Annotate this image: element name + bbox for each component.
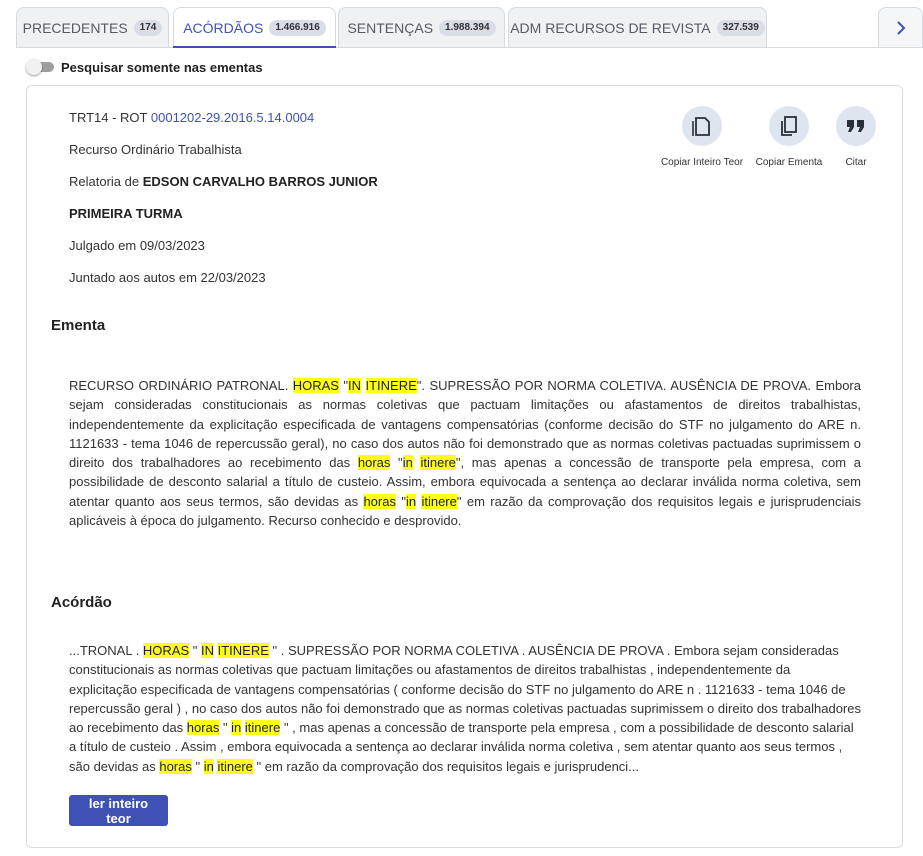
chevron-right-icon bbox=[896, 21, 906, 35]
search-highlight: IN bbox=[348, 378, 362, 393]
tab-count-badge: 174 bbox=[134, 20, 163, 36]
search-highlight: itinere bbox=[420, 455, 456, 471]
copy-full-text-action[interactable] bbox=[657, 106, 747, 168]
copy-summary-action[interactable] bbox=[747, 106, 831, 168]
search-highlight: horas bbox=[357, 455, 391, 471]
rapporteur-prefix: Relatoria de bbox=[69, 174, 140, 189]
text-segment: ...TRONAL . bbox=[69, 643, 143, 658]
tab-label: ACÓRDÃOS bbox=[183, 20, 264, 36]
text-segment: " bbox=[338, 378, 349, 393]
tab-label: PRECEDENTES bbox=[22, 19, 128, 36]
rapporteur-line bbox=[69, 174, 378, 189]
court-prefix: TRT14 - ROT bbox=[69, 110, 148, 125]
search-highlight: ITINERE bbox=[217, 643, 269, 658]
toggle-label: Pesquisar somente nas ementas bbox=[61, 59, 263, 75]
copy-pages-icon bbox=[779, 115, 799, 137]
search-highlight: IN bbox=[201, 643, 214, 658]
judged-date: Julgado em 09/03/2023 bbox=[69, 238, 205, 253]
search-highlight: in bbox=[405, 493, 417, 509]
panel-name bbox=[69, 206, 183, 221]
tab-label: ADM RECURSOS DE REVISTA bbox=[510, 19, 711, 36]
tabs-next-button[interactable] bbox=[878, 7, 923, 47]
search-highlight: HORAS bbox=[292, 378, 339, 393]
copy-summary-label: Copiar Ementa bbox=[755, 157, 823, 168]
text-segment: " em razão da comprovação dos requisitos legais e jurisprudenci... bbox=[252, 758, 640, 774]
search-highlight: itinere bbox=[421, 493, 457, 509]
read-full-text-button[interactable]: ler inteiro teor bbox=[69, 795, 168, 826]
search-highlight: horas bbox=[186, 720, 220, 736]
search-highlight: in bbox=[231, 720, 242, 736]
tab-label: SENTENÇAS bbox=[347, 19, 434, 36]
rapporteur-name: EDSON CARVALHO BARROS JUNIOR bbox=[142, 174, 378, 189]
text-segment: ", mas apenas a concessão de transporte pela empresa, com a possibilidade de desconto salarial a título de custeio. Assim, embora equivocada a sentença ao declarar inválida norma coletiva, sem atentar quanto aos seus termos, são devidas as bbox=[69, 455, 861, 509]
search-highlight: itinere bbox=[217, 758, 253, 774]
document-copy-icon bbox=[692, 115, 712, 137]
search-highlight: itinere bbox=[244, 720, 281, 736]
toggle-knob bbox=[26, 59, 42, 75]
ementa-text bbox=[69, 376, 861, 530]
search-highlight: horas bbox=[159, 758, 192, 774]
text-segment: " bbox=[189, 643, 201, 658]
copy-full-text-button[interactable] bbox=[682, 106, 722, 146]
cite-button[interactable] bbox=[836, 106, 876, 146]
text-segment: " em razão da comprovação dos requisitos legais e jurisprudenciais aplicáveis à época do julgamento. Recurso conhecido e desprovido. bbox=[69, 493, 861, 529]
text-segment bbox=[361, 378, 365, 393]
search-highlight: HORAS bbox=[142, 643, 190, 658]
acordao-title: Acórdão bbox=[51, 594, 112, 611]
text-segment: ". SUPRESSÃO POR NORMA COLETIVA. AUSÊNCIA DE PROVA. Embora sejam consideradas constitucionais as normas coletivas que pactuam limitações ou afastamentos de direitos trabalhistas, independentemente da explicitação especificada de vantagens compensatórias (conforme decisão do STF no julgamento do ARE n. 1121633 - tema 1046 de repercussão geral), no caso dos autos não foi demonstrado que as normas coletivas pactuadas suprimissem o direito dos trabalhadores ao recebimento das bbox=[69, 378, 861, 471]
cite-label: Citar bbox=[845, 157, 867, 168]
ementa-only-toggle[interactable] bbox=[26, 59, 54, 75]
acordao-excerpt bbox=[69, 641, 861, 776]
panel-name-text: PRIMEIRA TURMA bbox=[69, 206, 183, 221]
result-card bbox=[26, 85, 903, 848]
text-segment: " , mas apenas a concessão de transporte pela empresa , com a possibilidade de desconto salarial a título de custeio . Assim , embora equivocada a sentença ao declarar inválida norma coletiva , sem atentar quanto aos seus termos , são devidas as bbox=[69, 720, 854, 774]
text-segment: " bbox=[390, 455, 403, 471]
ementa-only-toggle-row bbox=[26, 59, 263, 75]
tab-count-badge: 1.466.916 bbox=[269, 20, 326, 36]
tab-bar bbox=[16, 7, 923, 48]
process-type: Recurso Ordinário Trabalhista bbox=[69, 142, 242, 157]
text-segment: RECURSO ORDINÁRIO PATRONAL. bbox=[69, 378, 293, 393]
filed-date: Juntado aos autos em 22/03/2023 bbox=[69, 270, 266, 285]
search-highlight: in bbox=[402, 455, 413, 471]
quote-icon bbox=[846, 118, 866, 134]
tab-acordaos[interactable] bbox=[173, 7, 336, 48]
text-segment: " bbox=[191, 758, 204, 774]
tab-count-badge: 1.988.394 bbox=[439, 20, 496, 36]
cite-action[interactable] bbox=[831, 106, 881, 168]
text-segment: " bbox=[395, 493, 406, 509]
tab-count-badge: 327.539 bbox=[717, 20, 765, 36]
tab-precedentes[interactable] bbox=[16, 7, 169, 47]
tab-sentencas[interactable] bbox=[338, 7, 505, 47]
search-highlight: ITINERE bbox=[365, 378, 417, 393]
tab-adm-recursos-de-revista[interactable] bbox=[508, 7, 767, 47]
search-highlight: horas bbox=[363, 493, 396, 509]
process-line bbox=[69, 110, 314, 125]
text-segment: " bbox=[219, 720, 232, 736]
copy-full-text-label: Copiar Inteiro Teor bbox=[660, 157, 744, 168]
search-highlight: in bbox=[203, 758, 214, 774]
text-segment: " . SUPRESSÃO POR NORMA COLETIVA . AUSÊNCIA DE PROVA . Embora sejam consideradas constitucionais as normas coletivas que pactuam limitações ou afastamentos de direitos trabalhistas , independentemente da explicitação especificada de vantagens compensatórias ( conforme decisão do STF no julgamento do ARE n . 1121633 - tema 1046 de repercussão geral ) , no caso dos autos não foi demonstrado que as normas coletivas pactuadas suprimissem o direito dos trabalhadores ao recebimento das bbox=[69, 643, 861, 736]
ementa-title: Ementa bbox=[51, 317, 106, 334]
copy-summary-button[interactable] bbox=[769, 106, 809, 146]
process-number-link[interactable]: 0001202-29.2016.5.14.0004 bbox=[150, 110, 315, 125]
